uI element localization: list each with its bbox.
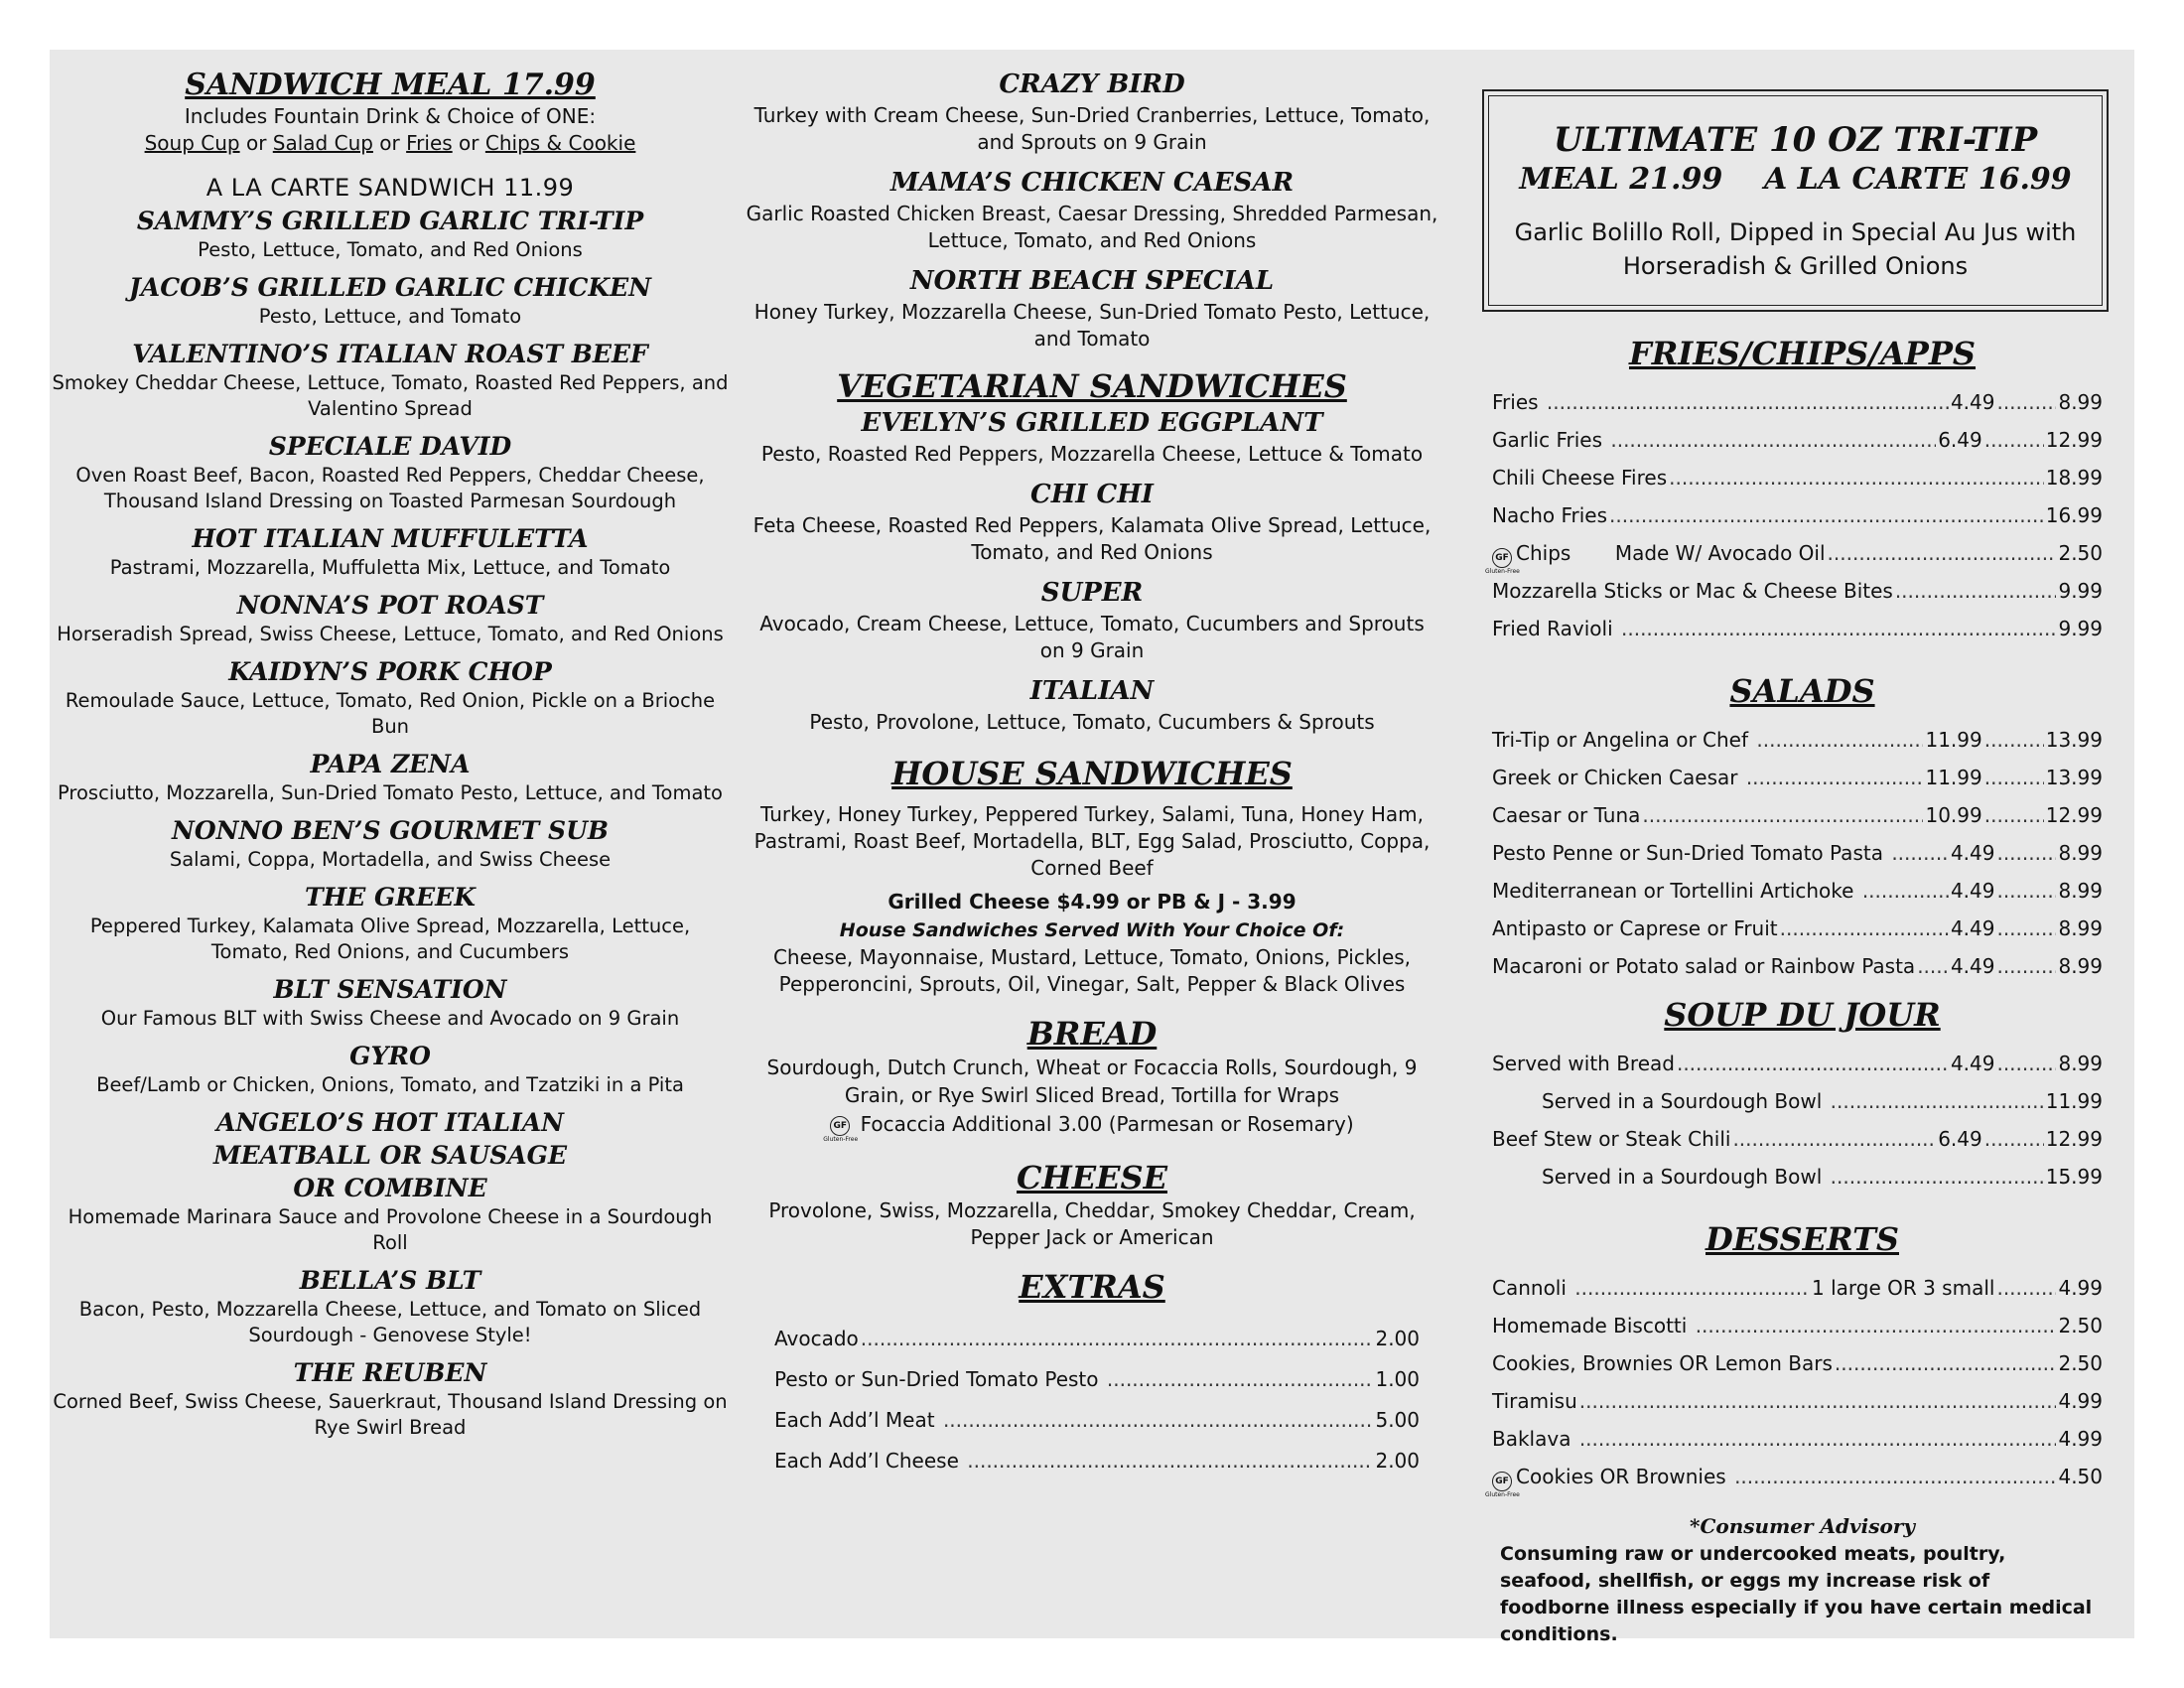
price-row	[1492, 796, 2103, 834]
row-label: Tri-Tip or Angelina or Chef	[1492, 728, 1755, 752]
item-name: ANGELO’S HOT ITALIAN MEATBALL OR SAUSAGE OR COMBINE	[212, 1108, 568, 1202]
price-row	[1492, 1120, 2103, 1158]
menu-item	[745, 264, 1439, 352]
row-label: Chips Made W/ Avocado Oil	[1516, 541, 1826, 565]
price-row	[1492, 947, 2103, 985]
item-name: SAMMY’S GRILLED GARLIC TRI-TIP	[136, 207, 644, 235]
row-label: Each Add’l Meat	[774, 1408, 941, 1432]
row-price-large: 8.99	[2058, 916, 2103, 940]
menu-item	[50, 589, 731, 647]
row-price-large: 2.50	[2058, 1314, 2103, 1337]
item-name: CHI CHI	[1030, 480, 1154, 509]
leader-dots	[1984, 421, 2044, 459]
row-price-large: 8.99	[2058, 390, 2103, 414]
gluten-free-icon: GF Gluten-Free	[1492, 1472, 1512, 1491]
row-price-small: 10.99	[1925, 803, 1982, 827]
leader-dots	[1696, 1307, 2057, 1344]
row-price-small: 11.99	[1925, 728, 1982, 752]
gluten-free-icon: GF Gluten-Free	[830, 1116, 850, 1136]
item-name: EVELYN’S GRILLED EGGPLANT	[861, 408, 1323, 438]
item-name: ITALIAN	[1029, 676, 1155, 706]
row-price-large: 9.99	[2058, 617, 2103, 640]
menu-item	[745, 674, 1439, 736]
vegetarian-list	[745, 406, 1439, 736]
served-with-desc: Cheese, Mayonnaise, Mustard, Lettuce, Tomato, Onions, Pickles, Pepperoncini, Sprouts, Oil, Vinegar, Salt, Pepper & Black Olives	[772, 945, 1412, 996]
menu-item	[745, 68, 1439, 156]
row-label: Greek or Chicken Caesar	[1492, 766, 1744, 789]
menu-item	[745, 576, 1439, 664]
sandwich-list	[50, 205, 731, 1441]
row-price-large: 9.99	[2058, 579, 2103, 603]
meal-includes: Includes Fountain Drink & Choice of ONE:	[184, 104, 597, 128]
menu-item	[50, 338, 731, 422]
leader-dots	[1835, 1344, 2057, 1382]
item-name: BELLA’S BLT	[299, 1266, 481, 1295]
sandwich-meal-title: SANDWICH MEAL 17.99	[185, 68, 596, 102]
leader-dots	[1831, 1082, 2044, 1120]
or-text: or	[239, 131, 273, 155]
leader-dots	[1734, 1458, 2056, 1495]
fries-list	[1492, 383, 2103, 647]
leader-dots	[1732, 1120, 1936, 1158]
tri-tip-box	[1482, 89, 2109, 312]
option-chips-cookie: Chips & Cookie	[484, 131, 636, 155]
row-price-small: 4.49	[1950, 841, 1995, 865]
leader-dots	[1756, 721, 1923, 759]
item-desc: Horseradish Spread, Swiss Cheese, Lettuce, Tomato, and Red Onions	[57, 623, 724, 645]
leader-dots	[1547, 383, 1949, 421]
desserts-title: DESSERTS	[1706, 1220, 1899, 1258]
item-name: THE REUBEN	[293, 1358, 487, 1387]
menu-item	[50, 1264, 731, 1348]
salads-title: SALADS	[1729, 672, 1875, 710]
item-desc: Our Famous BLT with Swiss Cheese and Avocado on 9 Grain	[100, 1007, 680, 1030]
row-price-small: 11.99	[1925, 766, 1982, 789]
leader-dots	[943, 1400, 1374, 1441]
row-price-large: 8.99	[2058, 954, 2103, 978]
advisory-title: *Consumer Advisory	[1690, 1514, 1915, 1538]
house-sandwiches-desc: Turkey, Honey Turkey, Peppered Turkey, Salami, Tuna, Honey Ham, Pastrami, Roast Beef, Mortadella, BLT, Egg Salad, Prosciutto, Coppa, Corned Beef	[753, 802, 1431, 880]
leader-dots	[1579, 1420, 2057, 1458]
item-desc: Pesto, Lettuce, and Tomato	[258, 305, 522, 328]
row-label: Beef Stew or Steak Chili	[1492, 1127, 1731, 1151]
row-price-small: 6.49	[1938, 1127, 1982, 1151]
price-row	[1492, 1458, 2103, 1495]
leader-dots	[1891, 834, 1949, 872]
row-label: Mozzarella Sticks or Mac & Cheese Bites	[1492, 579, 1893, 603]
leader-dots	[1609, 496, 2044, 534]
item-desc: Bacon, Pesto, Mozzarella Cheese, Lettuce, and Tomato on Sliced Sourdough - Genovese Style!	[78, 1298, 702, 1346]
leader-dots	[1996, 1045, 2056, 1082]
tri-tip-title: ULTIMATE 10 OZ TRI-TIP	[1553, 120, 2038, 160]
option-soup-cup: Soup Cup	[144, 131, 240, 155]
row-price-large: 11.99	[2045, 1089, 2103, 1113]
row-price-large: 15.99	[2045, 1165, 2103, 1189]
column-sides	[1482, 89, 2122, 1648]
menu-item	[50, 748, 731, 806]
served-with-heading: House Sandwiches Served With Your Choice Of:	[839, 919, 1345, 941]
item-name: PAPA ZENA	[310, 750, 471, 778]
leader-dots	[1895, 572, 2057, 610]
row-price-small: 4.49	[1950, 879, 1995, 903]
row-price-small: 4.49	[1950, 954, 1995, 978]
price-row	[774, 1319, 1420, 1359]
row-label: Tiramisu	[1492, 1389, 1577, 1413]
row-label: Cookies OR Brownies	[1516, 1465, 1733, 1488]
leader-dots	[1610, 421, 1936, 459]
tri-tip-desc: Garlic Bolillo Roll, Dipped in Special Au Jus with Horseradish & Grilled Onions	[1514, 218, 2077, 280]
grilled-cheese-line: Grilled Cheese $4.99 or PB & J - 3.99	[887, 890, 1297, 914]
row-label: Each Add’l Cheese	[774, 1449, 966, 1473]
bread-title: BREAD	[1026, 1015, 1158, 1053]
item-name: HOT ITALIAN MUFFULETTA	[192, 524, 589, 553]
row-label: Avocado	[774, 1327, 859, 1350]
advisory-text: Consuming raw or undercooked meats, poultry, seafood, shellfish, or eggs my increase risk of foodborne illness especially if you have certain medical conditions.	[1500, 1543, 2093, 1645]
item-desc: Honey Turkey, Mozzarella Cheese, Sun-Dried Tomato Pesto, Lettuce, and Tomato	[753, 300, 1431, 351]
leader-dots	[1746, 759, 1924, 796]
price-row	[1492, 872, 2103, 910]
item-desc: Pesto, Provolone, Lettuce, Tomato, Cucumbers & Sprouts	[809, 710, 1375, 734]
item-desc: Pesto, Lettuce, Tomato, and Red Onions	[198, 238, 583, 261]
salads-list	[1492, 721, 2103, 985]
item-desc: Oven Roast Beef, Bacon, Roasted Red Peppers, Cheddar Cheese, Thousand Island Dressing on Toasted Parmesan Sourdough	[75, 464, 705, 512]
menu-item	[745, 406, 1439, 468]
menu-item	[50, 814, 731, 873]
price-row	[1492, 1344, 2103, 1382]
item-desc: Smokey Cheddar Cheese, Lettuce, Tomato, Roasted Red Peppers, and Valentino Spread	[52, 371, 729, 420]
desserts-list	[1492, 1269, 2103, 1495]
price-row	[1492, 534, 2103, 572]
item-desc: Feta Cheese, Roasted Red Peppers, Kalamata Olive Spread, Lettuce, Tomato, and Red Onions	[752, 513, 1432, 564]
row-label: Fries	[1492, 390, 1545, 414]
menu-item	[50, 1106, 731, 1256]
price-row	[1492, 1158, 2103, 1196]
item-name: CRAZY BIRD	[999, 70, 1185, 99]
leader-dots	[1996, 383, 2056, 421]
column-specialty	[745, 68, 1439, 1481]
leader-dots	[1669, 459, 2044, 496]
house-sandwiches-title: HOUSE SANDWICHES	[891, 755, 1293, 792]
item-desc: Prosciutto, Mozzarella, Sun-Dried Tomato Pesto, Lettuce, and Tomato	[58, 781, 723, 804]
leader-dots	[1107, 1359, 1374, 1400]
fries-title: FRIES/CHIPS/APPS	[1628, 335, 1977, 372]
item-name: MAMA’S CHICKEN CAESAR	[889, 168, 1295, 198]
item-name: THE GREEK	[305, 883, 476, 912]
item-desc: Beef/Lamb or Chicken, Onions, Tomato, and Tzatziki in a Pita	[96, 1073, 684, 1096]
row-price: 2.00	[1375, 1449, 1420, 1473]
row-price-large: 13.99	[2045, 728, 2103, 752]
price-row	[1492, 459, 2103, 496]
leader-dots	[1831, 1158, 2044, 1196]
price-row	[1492, 1382, 2103, 1420]
menu-item	[745, 478, 1439, 566]
row-label: Caesar or Tuna	[1492, 803, 1641, 827]
row-price-large: 4.99	[2058, 1389, 2103, 1413]
or-text: or	[452, 131, 485, 155]
leader-dots	[1579, 1382, 2057, 1420]
row-price-large: 4.99	[2058, 1427, 2103, 1451]
item-desc: Corned Beef, Swiss Cheese, Sauerkraut, Thousand Island Dressing on Rye Swirl Bread	[53, 1390, 728, 1439]
leader-dots	[1984, 1120, 2044, 1158]
item-name: GYRO	[349, 1042, 431, 1070]
leader-dots	[1996, 947, 2056, 985]
row-label: Mediterranean or Tortellini Artichoke	[1492, 879, 1860, 903]
row-label: Garlic Fries	[1492, 428, 1609, 452]
menu-item	[50, 522, 731, 581]
item-name: BLT SENSATION	[273, 975, 507, 1004]
row-label: Served in a Sourdough Bowl	[1542, 1165, 1829, 1189]
row-label: Served with Bread	[1492, 1052, 1675, 1075]
item-name: NONNO BEN’S GOURMET SUB	[171, 816, 610, 845]
row-label: Baklava	[1492, 1427, 1577, 1451]
row-label: Chili Cheese Fires	[1492, 466, 1668, 490]
price-row	[1492, 421, 2103, 459]
item-name: SPECIALE DAVID	[268, 432, 512, 461]
price-row	[1492, 759, 2103, 796]
row-label: Nacho Fries	[1492, 503, 1608, 527]
tri-tip-box-inner	[1488, 95, 2103, 306]
price-row	[774, 1400, 1420, 1441]
row-label: Cookies, Brownies OR Lemon Bars	[1492, 1351, 1833, 1375]
specialty-list	[745, 68, 1439, 352]
soup-list	[1492, 1045, 2103, 1196]
row-price-large: 2.50	[2058, 1351, 2103, 1375]
price-row	[1492, 834, 2103, 872]
row-price-large: 13.99	[2045, 766, 2103, 789]
leader-dots	[1996, 910, 2056, 947]
soup-title: SOUP DU JOUR	[1664, 996, 1941, 1034]
row-price-large: 16.99	[2045, 503, 2103, 527]
price-row	[1492, 1420, 2103, 1458]
row-label: Pesto Penne or Sun-Dried Tomato Pasta	[1492, 841, 1890, 865]
row-label: Homemade Biscotti	[1492, 1314, 1694, 1337]
price-row	[1492, 383, 2103, 421]
menu-item	[50, 271, 731, 330]
extras-title: EXTRAS	[1019, 1268, 1165, 1306]
row-price-large: 2.50	[2058, 541, 2103, 565]
leader-dots	[1996, 872, 2056, 910]
leader-dots	[1677, 1045, 1949, 1082]
cheese-desc: Provolone, Swiss, Mozzarella, Cheddar, Smokey Cheddar, Cream, Pepper Jack or American	[768, 1198, 1416, 1249]
meal-options	[50, 130, 731, 157]
item-desc: Turkey with Cream Cheese, Sun-Dried Cranberries, Lettuce, Tomato, and Sprouts on 9 Grain	[753, 103, 1431, 154]
price-row	[774, 1441, 1420, 1481]
menu-item	[50, 973, 731, 1032]
row-price-small: 4.49	[1950, 390, 1995, 414]
item-desc: Avocado, Cream Cheese, Lettuce, Tomato, Cucumbers and Sprouts on 9 Grain	[759, 612, 1425, 662]
leader-dots	[1828, 534, 2057, 572]
price-row	[1492, 910, 2103, 947]
item-name: VALENTINO’S ITALIAN ROAST BEEF	[132, 340, 648, 368]
cheese-title: CHEESE	[1017, 1159, 1167, 1196]
vegetarian-title: VEGETARIAN SANDWICHES	[837, 367, 1347, 405]
price-row	[1492, 496, 2103, 534]
price-row	[1492, 721, 2103, 759]
gluten-free-icon: GF Gluten-Free	[1492, 548, 1512, 568]
price-row	[774, 1359, 1420, 1400]
leader-dots	[967, 1441, 1373, 1481]
row-price-small: 6.49	[1938, 428, 1982, 452]
row-price-large: 12.99	[2045, 803, 2103, 827]
item-desc: Homemade Marinara Sauce and Provolone Cheese in a Sourdough Roll	[68, 1205, 713, 1254]
item-desc: Garlic Roasted Chicken Breast, Caesar Dressing, Shredded Parmesan, Lettuce, Tomato, and Red Onions	[746, 202, 1438, 252]
leader-dots	[1917, 947, 1949, 985]
price-row	[1492, 572, 2103, 610]
row-label: Served in a Sourdough Bowl	[1542, 1089, 1829, 1113]
leader-dots	[1984, 796, 2044, 834]
row-label: Macaroni or Potato salad or Rainbow Pasta	[1492, 954, 1916, 978]
option-salad-cup: Salad Cup	[272, 131, 373, 155]
menu-item	[50, 1356, 731, 1441]
option-fries: Fries	[406, 131, 453, 155]
row-price-small: 4.49	[1950, 1052, 1995, 1075]
price-row	[1492, 1307, 2103, 1344]
row-price-large: 18.99	[2045, 466, 2103, 490]
leader-dots	[861, 1319, 1374, 1359]
leader-dots	[1780, 910, 1949, 947]
item-desc: Salami, Coppa, Mortadella, and Swiss Cheese	[169, 848, 612, 871]
row-price-small: 4.49	[1950, 916, 1995, 940]
item-name: JACOB’S GRILLED GARLIC CHICKEN	[128, 273, 652, 302]
row-price: 5.00	[1375, 1408, 1420, 1432]
leader-dots	[1574, 1269, 1810, 1307]
leader-dots	[1642, 796, 1923, 834]
leader-dots	[1996, 1269, 2056, 1307]
focaccia-text: Focaccia Additional 3.00 (Parmesan or Rosemary)	[860, 1112, 1354, 1136]
bread-focaccia	[745, 1111, 1439, 1138]
item-name: KAIDYN’S PORK CHOP	[228, 657, 552, 686]
row-price-small: 1 large OR 3 small	[1811, 1276, 1995, 1300]
row-price-large: 8.99	[2058, 841, 2103, 865]
menu-sheet	[50, 50, 2134, 1645]
or-text: or	[372, 131, 407, 155]
menu-item	[50, 881, 731, 965]
row-price-large: 8.99	[2058, 1052, 2103, 1075]
menu-item	[50, 430, 731, 514]
price-row	[1492, 610, 2103, 647]
leader-dots	[1862, 872, 1949, 910]
item-desc: Peppered Turkey, Kalamata Olive Spread, Mozzarella, Lettuce, Tomato, Red Onions, and Cucumbers	[89, 914, 691, 963]
row-price: 1.00	[1375, 1367, 1420, 1391]
row-price-large: 12.99	[2045, 428, 2103, 452]
row-price-large: 4.50	[2058, 1465, 2103, 1488]
column-sandwiches	[50, 68, 731, 1441]
menu-item	[50, 1040, 731, 1098]
menu-item	[50, 655, 731, 740]
bread-desc: Sourdough, Dutch Crunch, Wheat or Focaccia Rolls, Sourdough, 9 Grain, or Rye Swirl Sliced Bread, Tortilla for Wraps	[766, 1055, 1418, 1107]
leader-dots	[1996, 834, 2056, 872]
price-row	[1492, 1269, 2103, 1307]
item-desc: Pesto, Roasted Red Peppers, Mozzarella Cheese, Lettuce & Tomato	[760, 442, 1424, 466]
extras-list	[774, 1319, 1420, 1481]
row-price-large: 4.99	[2058, 1276, 2103, 1300]
row-label: Antipasto or Caprese or Fruit	[1492, 916, 1778, 940]
price-row	[1492, 1082, 2103, 1120]
leader-dots	[1984, 759, 2044, 796]
row-label: Pesto or Sun-Dried Tomato Pesto	[774, 1367, 1105, 1391]
leader-dots	[1984, 721, 2044, 759]
item-name: NONNA’S POT ROAST	[236, 591, 544, 620]
row-price: 2.00	[1375, 1327, 1420, 1350]
tri-tip-prices: MEAL 21.99 A LA CARTE 16.99	[1519, 162, 2072, 197]
item-desc: Remoulade Sauce, Lettuce, Tomato, Red Onion, Pickle on a Brioche Bun	[65, 689, 716, 738]
price-row	[1492, 1045, 2103, 1082]
row-label: Cannoli	[1492, 1276, 1573, 1300]
leader-dots	[1621, 610, 2056, 647]
menu-item	[745, 166, 1439, 254]
row-price-large: 8.99	[2058, 879, 2103, 903]
row-label: Fried Ravioli	[1492, 617, 1619, 640]
a-la-carte-price: A LA CARTE SANDWICH 11.99	[205, 174, 575, 202]
row-price-large: 12.99	[2045, 1127, 2103, 1151]
item-name: SUPER	[1040, 578, 1144, 608]
menu-item	[50, 205, 731, 263]
item-desc: Pastrami, Mozzarella, Muffuletta Mix, Lettuce, and Tomato	[109, 556, 671, 579]
item-name: NORTH BEACH SPECIAL	[909, 266, 1275, 296]
